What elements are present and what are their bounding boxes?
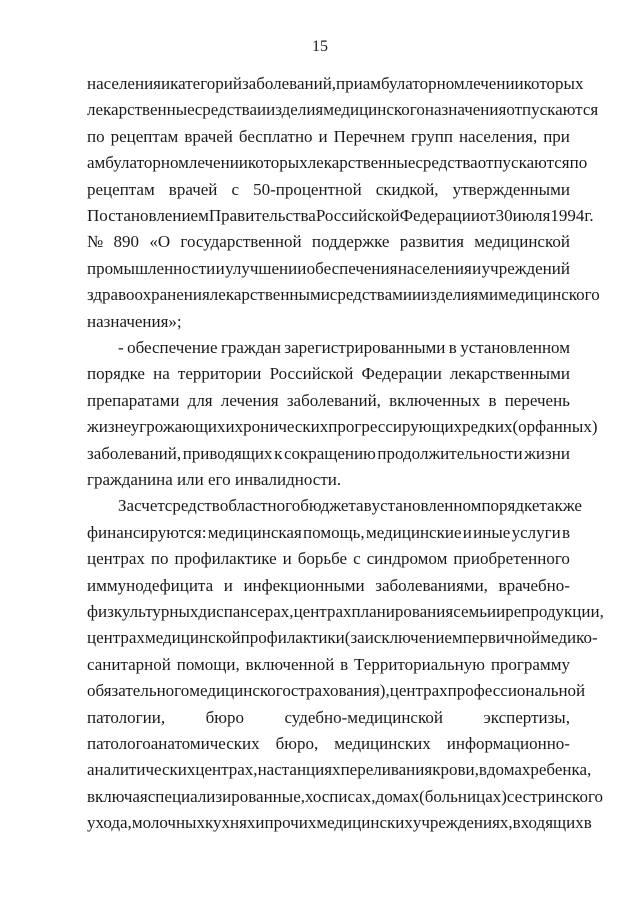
word: гражданина xyxy=(87,470,173,489)
word: хосписах, xyxy=(304,786,376,806)
text-line xyxy=(87,97,599,123)
text-line xyxy=(87,573,570,599)
page-number: 15 xyxy=(312,38,328,55)
text-line xyxy=(87,309,570,335)
word: от xyxy=(479,206,496,225)
word: центрах xyxy=(389,681,448,701)
word: прогрессирующих xyxy=(328,417,463,437)
word: жизнеугрожающих xyxy=(87,417,226,437)
word: на xyxy=(153,364,170,384)
word: финансируются: xyxy=(87,522,207,542)
word: назначения xyxy=(424,100,507,120)
word: редких xyxy=(462,417,513,437)
word: прочих xyxy=(264,813,317,833)
word: июля xyxy=(512,206,551,225)
word: обеспечение xyxy=(127,338,218,357)
word: отпускаются xyxy=(506,100,599,120)
word: учреждений xyxy=(481,258,570,278)
word: медицинская xyxy=(207,522,302,542)
word: бюро, xyxy=(275,734,319,753)
word: перечень xyxy=(504,390,570,410)
word: патологоанатомических xyxy=(87,734,260,753)
word: г. xyxy=(584,206,594,225)
word: и xyxy=(257,100,267,120)
word: включенных xyxy=(389,390,481,410)
word: по xyxy=(569,153,588,173)
word: страхования), xyxy=(290,681,390,701)
text-line xyxy=(87,757,592,783)
word: центрах xyxy=(293,602,352,621)
word: к xyxy=(274,443,283,463)
word: лечении xyxy=(188,153,248,173)
word: утвержденными xyxy=(452,179,570,199)
word: врачей xyxy=(168,179,218,199)
word: в xyxy=(488,390,497,410)
word: медицинские xyxy=(365,522,462,542)
text-line xyxy=(87,467,570,493)
word: его xyxy=(207,470,231,489)
word: (больницах) xyxy=(419,786,507,806)
word: аналитических xyxy=(87,760,196,780)
word: отпускаются xyxy=(477,153,570,173)
word: приобретенного xyxy=(453,549,570,569)
word: 50-процентной xyxy=(253,179,362,199)
word: физкультурных xyxy=(87,602,199,621)
word: зарегистрированными xyxy=(284,338,446,357)
word: семьи xyxy=(453,602,497,621)
word: 890 xyxy=(113,232,140,252)
text-line xyxy=(87,520,570,546)
word: территории xyxy=(177,364,262,384)
word: заболеваний, xyxy=(286,390,381,410)
word: в xyxy=(478,760,487,780)
word: областного xyxy=(219,496,301,516)
word: репродукции, xyxy=(505,602,604,621)
word: жизни xyxy=(524,443,570,463)
word: и xyxy=(161,74,171,93)
word: помощь, xyxy=(303,522,365,542)
word: лекарственными xyxy=(449,364,570,384)
word: средств xyxy=(164,496,220,516)
word: и xyxy=(255,813,265,833)
word: средствами xyxy=(329,285,412,305)
word: и xyxy=(225,417,235,437)
text-line xyxy=(87,414,598,440)
word: обязательного xyxy=(87,681,190,701)
word: 1994 xyxy=(550,206,585,225)
word: молочных xyxy=(131,813,205,833)
word: диспансерах, xyxy=(198,602,294,621)
word: № xyxy=(87,232,104,252)
word: профессиональной xyxy=(447,681,586,701)
word: средства xyxy=(194,100,258,120)
word: сестринского xyxy=(506,786,603,806)
word: включая xyxy=(87,786,148,806)
word: государственной xyxy=(180,232,302,252)
word: планирования xyxy=(351,602,454,621)
word: и xyxy=(496,602,506,621)
word: и xyxy=(472,258,482,278)
word: - xyxy=(118,338,124,357)
text-line xyxy=(87,678,586,704)
word: заболеваний, xyxy=(241,74,337,93)
word: по xyxy=(87,126,105,146)
word: входящих xyxy=(512,813,584,833)
word: и xyxy=(412,285,422,305)
word: медико- xyxy=(540,628,598,648)
word: установленном xyxy=(460,338,570,357)
word: Федерации xyxy=(399,206,480,225)
word: врачебно- xyxy=(498,575,570,595)
word: в xyxy=(363,496,372,516)
word: которых xyxy=(247,153,308,173)
text-line xyxy=(87,810,592,836)
word: лекарственные xyxy=(307,153,416,173)
word: которых xyxy=(523,74,584,93)
word: порядке xyxy=(87,364,145,384)
word: и xyxy=(223,575,233,595)
word: в xyxy=(583,813,592,833)
text-line xyxy=(87,203,594,229)
word: медицинской xyxy=(474,232,570,252)
word: специализированные, xyxy=(147,786,305,806)
word: «О xyxy=(149,232,171,252)
word: ухода, xyxy=(87,813,132,833)
word: Федерации xyxy=(361,364,442,384)
word: исключением xyxy=(364,628,463,648)
word: врачей xyxy=(184,126,233,146)
word: помощи, xyxy=(176,654,240,674)
text-line xyxy=(87,625,598,651)
word: борьбе xyxy=(297,549,348,569)
word: обеспечения xyxy=(306,258,398,278)
text-line xyxy=(87,150,588,176)
text-line xyxy=(87,229,570,255)
word: кухнях xyxy=(204,813,256,833)
text-line xyxy=(118,335,570,361)
word: изделия xyxy=(266,100,324,120)
word: по xyxy=(150,549,169,569)
word: санитарной xyxy=(87,654,171,674)
word: амбулаторном xyxy=(362,74,465,93)
word: порядке xyxy=(481,496,540,516)
word: с xyxy=(231,179,239,199)
text-line xyxy=(87,784,603,810)
word: информационно- xyxy=(446,734,570,753)
word: медицинского xyxy=(189,681,291,701)
word: включенной xyxy=(245,654,335,674)
word: первичной xyxy=(462,628,541,648)
word: здравоохранения xyxy=(87,285,210,305)
word: бюджета xyxy=(300,496,364,516)
word: (орфанных) xyxy=(512,417,598,437)
word: медицинских xyxy=(334,734,431,753)
text-line xyxy=(87,124,570,150)
word: домах xyxy=(375,786,420,806)
word: хронических xyxy=(234,417,329,437)
word: центрах, xyxy=(195,760,258,780)
word: продолжительности xyxy=(377,443,523,463)
word: улучшении xyxy=(225,258,307,278)
word: рецептам xyxy=(110,126,179,146)
text-line xyxy=(87,388,570,414)
word: Перечнем xyxy=(333,126,406,146)
word: центрах xyxy=(87,628,145,648)
word: и xyxy=(282,549,292,569)
word: с xyxy=(353,549,361,569)
word: сокращению xyxy=(283,443,376,463)
word: профилактики xyxy=(240,628,345,648)
word: рецептам xyxy=(87,179,155,199)
word: иммунодефицита xyxy=(87,575,214,595)
text-line xyxy=(87,361,570,387)
word: также xyxy=(539,496,582,516)
word: Правительства xyxy=(208,206,316,225)
word: амбулаторном xyxy=(87,153,189,173)
word: лекарственными xyxy=(209,285,330,305)
word: средства xyxy=(415,153,478,173)
word: промышленности xyxy=(87,258,216,278)
word: и xyxy=(318,126,328,146)
word: для xyxy=(187,390,213,410)
word: при xyxy=(543,126,570,146)
word: населения xyxy=(397,258,472,278)
word: медицинского xyxy=(323,100,425,120)
text-line xyxy=(118,493,582,519)
word: назначения»; xyxy=(87,311,182,331)
word: крови, xyxy=(432,760,479,780)
word: лечения xyxy=(220,390,279,410)
word: поддержке xyxy=(311,232,390,252)
word: профилактике xyxy=(174,549,277,569)
word: услуги xyxy=(511,522,561,542)
text-line xyxy=(87,71,584,97)
word: категорий xyxy=(170,74,242,93)
text-line xyxy=(87,256,570,282)
word: заболеваниями, xyxy=(375,575,488,595)
word: медицинского xyxy=(498,285,600,305)
word: иные xyxy=(473,522,511,542)
word: Российской xyxy=(269,364,354,384)
text-line xyxy=(87,282,600,308)
word: За xyxy=(118,496,135,516)
word: Российской xyxy=(315,206,400,225)
word: (за xyxy=(344,628,365,648)
word: домах xyxy=(486,760,531,780)
word: развития xyxy=(399,232,464,252)
word: или xyxy=(177,470,204,489)
text-line xyxy=(87,599,604,625)
text-line xyxy=(87,177,570,203)
text-line xyxy=(87,705,570,731)
word: на xyxy=(257,760,275,780)
word: и xyxy=(215,258,225,278)
word: синдромом xyxy=(366,549,448,569)
word: Постановлением xyxy=(87,206,209,225)
word: судебно-медицинской xyxy=(284,707,443,727)
word: бесплатно xyxy=(238,126,313,146)
word: групп xyxy=(411,126,453,146)
word: граждан xyxy=(220,338,282,357)
word: учреждениях, xyxy=(412,813,513,833)
word: переливания xyxy=(340,760,433,780)
word: экспертизы, xyxy=(483,707,570,727)
word: счет xyxy=(134,496,165,516)
word: и xyxy=(462,522,472,542)
word: патологии, xyxy=(87,707,166,727)
word: изделиями xyxy=(421,285,499,305)
text-line xyxy=(87,652,570,678)
word: ребенка, xyxy=(530,760,592,780)
word: при xyxy=(336,74,363,93)
word: медицинской xyxy=(144,628,241,648)
word: медицинских xyxy=(316,813,413,833)
word: населения xyxy=(87,74,161,93)
text-line xyxy=(87,731,570,757)
word: бюро xyxy=(205,707,244,727)
word: инвалидности. xyxy=(234,470,342,489)
word: Территориальную xyxy=(354,654,485,674)
word: в xyxy=(561,522,570,542)
text-line xyxy=(87,546,570,572)
word: приводящих xyxy=(182,443,273,463)
word: лекарственные xyxy=(87,100,195,120)
word: центрах xyxy=(87,549,145,569)
word: 30 xyxy=(495,206,513,225)
word: лечении xyxy=(464,74,524,93)
word: заболеваний, xyxy=(87,443,182,463)
word: программу xyxy=(490,654,570,674)
word: станциях xyxy=(274,760,341,780)
text-line xyxy=(87,441,570,467)
word: инфекционными xyxy=(243,575,365,595)
word: в xyxy=(448,338,457,357)
word: населения, xyxy=(458,126,538,146)
word: установленном xyxy=(371,496,482,516)
word: препаратами xyxy=(87,390,180,410)
word: в xyxy=(340,654,349,674)
word: скидкой, xyxy=(375,179,439,199)
